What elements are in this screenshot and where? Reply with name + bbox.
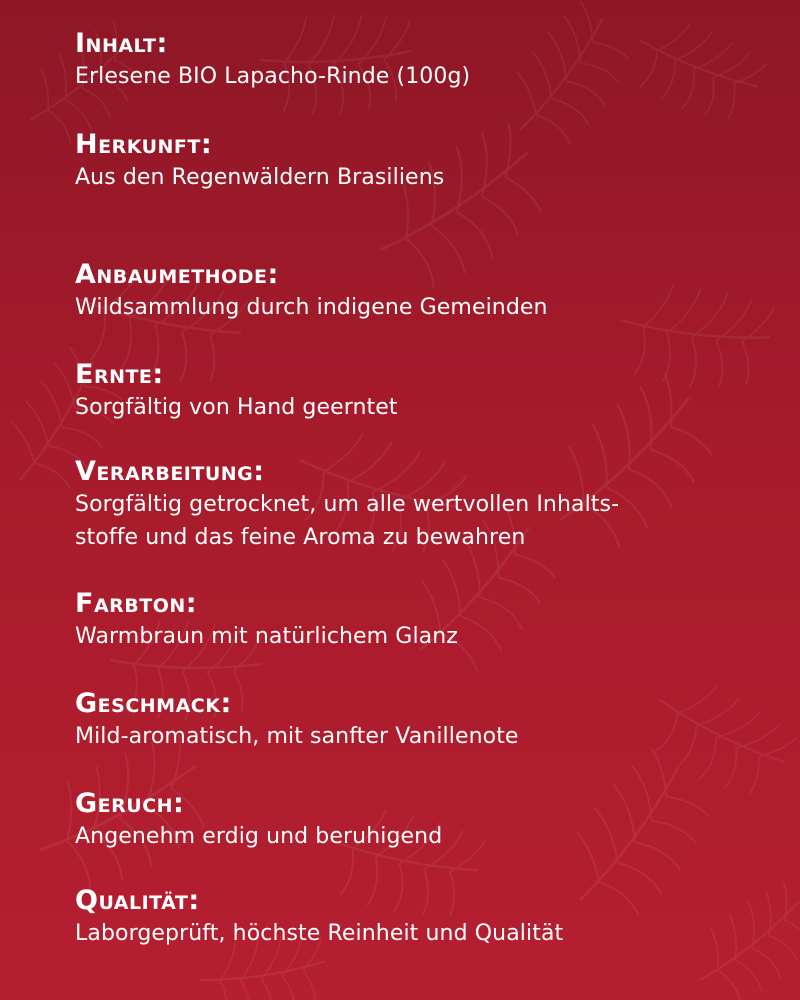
section-label: Herkunft: bbox=[75, 129, 213, 160]
section-value: Sorgfältig von Hand geerntet bbox=[75, 395, 398, 420]
section-label: Inhalt: bbox=[75, 28, 168, 59]
section-value: Laborgeprüft, höchste Reinheit und Qualität bbox=[75, 921, 564, 946]
section-verarbeitung bbox=[75, 456, 755, 554]
section-label: Farbton: bbox=[75, 588, 198, 619]
section-label: Ernte: bbox=[75, 359, 164, 390]
section-qualitaet bbox=[75, 885, 755, 950]
section-inhalt bbox=[75, 28, 755, 93]
section-label: Geschmack: bbox=[75, 688, 232, 719]
section-farbton bbox=[75, 588, 755, 653]
section-label: Anbaumethode: bbox=[75, 259, 279, 290]
section-value: Wildsammlung durch indigene Gemeinden bbox=[75, 295, 548, 320]
section-ernte bbox=[75, 359, 755, 424]
section-value: Angenehm erdig und beruhigend bbox=[75, 824, 443, 849]
section-label: Geruch: bbox=[75, 788, 185, 819]
section-value-line-1: Sorgfältig getrocknet, um alle wertvollen Inhalts- bbox=[75, 492, 620, 517]
section-label: Qualität: bbox=[75, 885, 200, 916]
section-geruch bbox=[75, 788, 755, 853]
section-anbaumethode bbox=[75, 259, 755, 324]
section-label: Verarbeitung: bbox=[75, 456, 265, 487]
section-value: Aus den Regenwäldern Brasiliens bbox=[75, 165, 445, 190]
section-geschmack bbox=[75, 688, 755, 753]
section-value-line-2: stoffe und das feine Aroma zu bewahren bbox=[75, 525, 526, 550]
section-herkunft bbox=[75, 129, 755, 194]
section-value: Warmbraun mit natürlichem Glanz bbox=[75, 624, 458, 649]
section-value: Erlesene BIO Lapacho-Rinde (100g) bbox=[75, 64, 471, 89]
section-value: Mild-aromatisch, mit sanfter Vanillenote bbox=[75, 724, 519, 749]
